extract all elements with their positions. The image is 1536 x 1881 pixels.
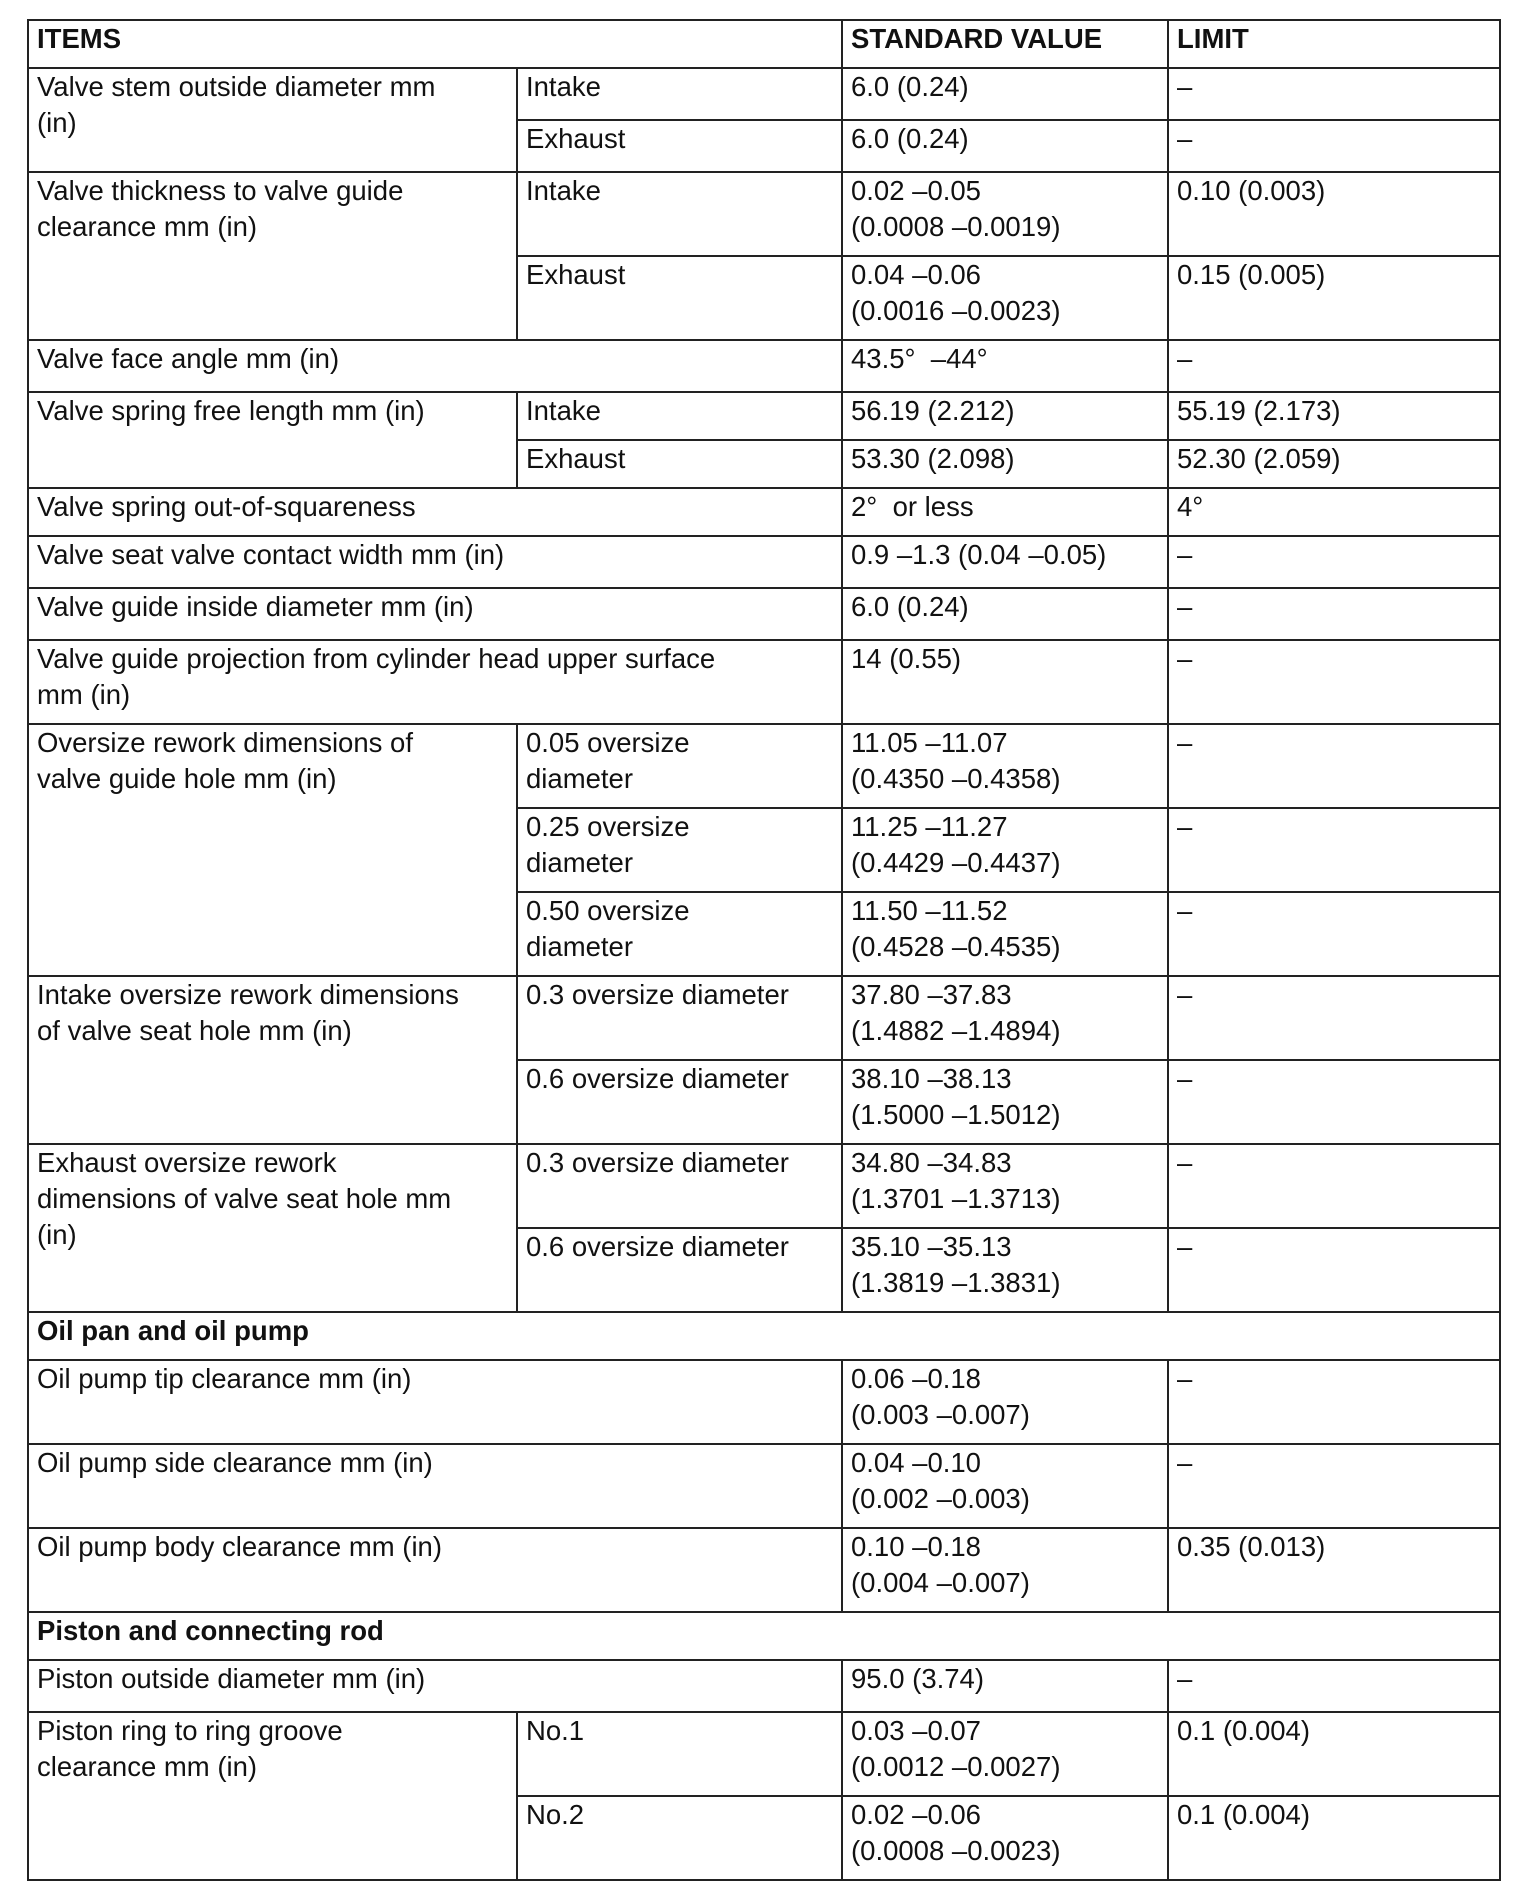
header-items: ITEMS (28, 20, 842, 68)
subitem-cell: Intake (517, 172, 842, 256)
table-row (28, 724, 1500, 808)
standard-value-cell: 2° or less (842, 488, 1168, 536)
standard-value-cell: 11.25 –11.27 (0.4429 –0.4437) (842, 808, 1168, 892)
subitem-cell: 0.25 oversize diameter (517, 808, 842, 892)
standard-value-cell: 6.0 (0.24) (842, 120, 1168, 172)
limit-cell: – (1168, 1060, 1500, 1144)
limit-cell: – (1168, 120, 1500, 172)
header-standard-value: STANDARD VALUE (842, 20, 1168, 68)
standard-value-cell: 95.0 (3.74) (842, 1660, 1168, 1712)
section-row (28, 1312, 1500, 1360)
limit-cell: – (1168, 1144, 1500, 1228)
item-cell: Valve spring out-of-squareness (28, 488, 842, 536)
standard-value-cell: 0.02 –0.05 (0.0008 –0.0019) (842, 172, 1168, 256)
section-heading: Piston and connecting rod (28, 1612, 1500, 1660)
standard-value-cell: 11.05 –11.07 (0.4350 –0.4358) (842, 724, 1168, 808)
table-row (28, 68, 1500, 120)
standard-value-cell: 11.50 –11.52 (0.4528 –0.4535) (842, 892, 1168, 976)
standard-value-cell: 53.30 (2.098) (842, 440, 1168, 488)
table-row (28, 172, 1500, 256)
limit-cell: – (1168, 892, 1500, 976)
standard-value-cell: 34.80 –34.83 (1.3701 –1.3713) (842, 1144, 1168, 1228)
limit-cell: 55.19 (2.173) (1168, 392, 1500, 440)
limit-cell: 4° (1168, 488, 1500, 536)
limit-cell: – (1168, 976, 1500, 1060)
limit-cell: – (1168, 68, 1500, 120)
standard-value-cell: 0.9 –1.3 (0.04 –0.05) (842, 536, 1168, 588)
section-heading: Oil pan and oil pump (28, 1312, 1500, 1360)
subitem-cell: 0.6 oversize diameter (517, 1060, 842, 1144)
item-cell: Intake oversize rework dimensions of valve seat hole mm (in) (28, 976, 517, 1144)
subitem-cell: Exhaust (517, 256, 842, 340)
subitem-cell: Intake (517, 392, 842, 440)
subitem-cell: No.2 (517, 1796, 842, 1880)
limit-cell: – (1168, 724, 1500, 808)
header-limit: LIMIT (1168, 20, 1500, 68)
subitem-cell: No.1 (517, 1712, 842, 1796)
item-cell: Piston outside diameter mm (in) (28, 1660, 842, 1712)
item-cell: Valve guide projection from cylinder head upper surface mm (in) (28, 640, 842, 724)
limit-cell: – (1168, 1444, 1500, 1528)
table-row (28, 488, 1500, 536)
item-cell: Piston ring to ring groove clearance mm (in) (28, 1712, 517, 1880)
limit-cell: 52.30 (2.059) (1168, 440, 1500, 488)
standard-value-cell: 35.10 –35.13 (1.3819 –1.3831) (842, 1228, 1168, 1312)
item-cell: Valve guide inside diameter mm (in) (28, 588, 842, 640)
standard-value-cell: 37.80 –37.83 (1.4882 –1.4894) (842, 976, 1168, 1060)
standard-value-cell: 0.04 –0.10 (0.002 –0.003) (842, 1444, 1168, 1528)
item-cell: Oil pump side clearance mm (in) (28, 1444, 842, 1528)
limit-cell: – (1168, 1228, 1500, 1312)
subitem-cell: Intake (517, 68, 842, 120)
table-row (28, 1660, 1500, 1712)
limit-cell: – (1168, 640, 1500, 724)
standard-value-cell: 6.0 (0.24) (842, 588, 1168, 640)
limit-cell: – (1168, 808, 1500, 892)
item-cell: Oil pump tip clearance mm (in) (28, 1360, 842, 1444)
limit-cell: 0.15 (0.005) (1168, 256, 1500, 340)
limit-cell: 0.1 (0.004) (1168, 1712, 1500, 1796)
limit-cell: – (1168, 536, 1500, 588)
specification-table (27, 19, 1501, 1881)
limit-cell: – (1168, 1360, 1500, 1444)
header-row (28, 20, 1500, 68)
subitem-cell: Exhaust (517, 120, 842, 172)
item-cell: Valve face angle mm (in) (28, 340, 842, 392)
standard-value-cell: 6.0 (0.24) (842, 68, 1168, 120)
item-cell: Valve thickness to valve guide clearance mm (in) (28, 172, 517, 340)
table-row (28, 640, 1500, 724)
subitem-cell: Exhaust (517, 440, 842, 488)
item-cell: Valve stem outside diameter mm (in) (28, 68, 517, 172)
limit-cell: – (1168, 588, 1500, 640)
standard-value-cell: 56.19 (2.212) (842, 392, 1168, 440)
item-cell: Valve seat valve contact width mm (in) (28, 536, 842, 588)
subitem-cell: 0.3 oversize diameter (517, 1144, 842, 1228)
subitem-cell: 0.6 oversize diameter (517, 1228, 842, 1312)
subitem-cell: 0.3 oversize diameter (517, 976, 842, 1060)
limit-cell: 0.10 (0.003) (1168, 172, 1500, 256)
standard-value-cell: 0.02 –0.06 (0.0008 –0.0023) (842, 1796, 1168, 1880)
table-row (28, 1360, 1500, 1444)
table-row (28, 392, 1500, 440)
subitem-cell: 0.05 oversize diameter (517, 724, 842, 808)
limit-cell: 0.35 (0.013) (1168, 1528, 1500, 1612)
table-row (28, 588, 1500, 640)
standard-value-cell: 14 (0.55) (842, 640, 1168, 724)
standard-value-cell: 0.04 –0.06 (0.0016 –0.0023) (842, 256, 1168, 340)
standard-value-cell: 38.10 –38.13 (1.5000 –1.5012) (842, 1060, 1168, 1144)
section-row (28, 1612, 1500, 1660)
table-row (28, 536, 1500, 588)
standard-value-cell: 43.5° –44° (842, 340, 1168, 392)
standard-value-cell: 0.10 –0.18 (0.004 –0.007) (842, 1528, 1168, 1612)
table-row (28, 1144, 1500, 1228)
standard-value-cell: 0.06 –0.18 (0.003 –0.007) (842, 1360, 1168, 1444)
table-row (28, 1712, 1500, 1796)
item-cell: Oversize rework dimensions of valve guide hole mm (in) (28, 724, 517, 976)
limit-cell: 0.1 (0.004) (1168, 1796, 1500, 1880)
limit-cell: – (1168, 1660, 1500, 1712)
table-row (28, 976, 1500, 1060)
standard-value-cell: 0.03 –0.07 (0.0012 –0.0027) (842, 1712, 1168, 1796)
subitem-cell: 0.50 oversize diameter (517, 892, 842, 976)
item-cell: Valve spring free length mm (in) (28, 392, 517, 488)
table-row (28, 340, 1500, 392)
table-row (28, 1528, 1500, 1612)
limit-cell: – (1168, 340, 1500, 392)
item-cell: Oil pump body clearance mm (in) (28, 1528, 842, 1612)
item-cell: Exhaust oversize rework dimensions of valve seat hole mm (in) (28, 1144, 517, 1312)
table-row (28, 1444, 1500, 1528)
